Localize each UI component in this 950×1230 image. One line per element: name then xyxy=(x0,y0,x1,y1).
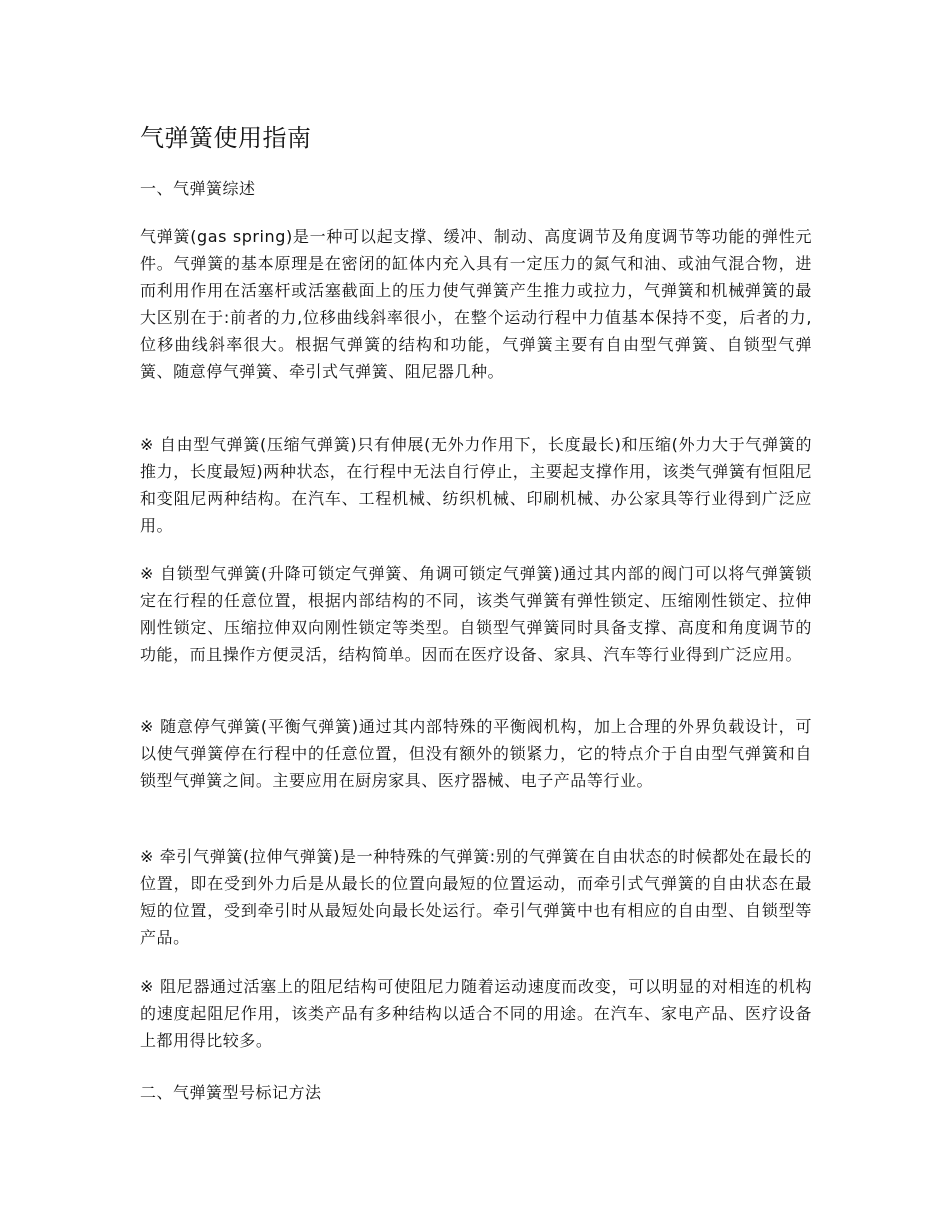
paragraph-self-locking: ※ 自锁型气弹簧(升降可锁定气弹簧、角调可锁定气弹簧)通过其内部的阀门可以将气弹簧锁定在行程的任意位置，根据内部结构的不同，该类气弹簧有弹性锁定、压缩刚性锁定、拉伸刚性锁定、压缩拉伸双向刚性锁定等类型。自锁型气弹簧同时具备支撑、高度和角度调节的功能，而且操作方便灵活，结构简单。因而在医疗设备、家具、汽车等行业得到广泛应用。 xyxy=(140,564,812,664)
paragraph-free-stop: ※ 随意停气弹簧(平衡气弹簧)通过其内部特殊的平衡阀机构，加上合理的外界负载设计，可以使气弹簧停在行程中的任意位置，但没有额外的锁紧力，它的特点介于自由型气弹簧和自锁型气弹簧之间。主要应用在厨房家具、医疗器械、电子产品等行业。 xyxy=(140,717,812,790)
paragraph-free-type: ※ 自由型气弹簧(压缩气弹簧)只有伸展(无外力作用下，长度最长)和压缩(外力大于气弹簧的推力，长度最短)两种状态，在行程中无法自行停止，主要起支撑作用，该类气弹簧有恒阻尼和变阻尼两种结构。在汽车、工程机械、纺织机械、印刷机械、办公家具等行业得到广泛应用。 xyxy=(140,435,812,535)
section-heading-overview: 一、气弹簧综述 xyxy=(140,179,256,198)
paragraph-damper: ※ 阻尼器通过活塞上的阻尼结构可使阻尼力随着运动速度而改变，可以明显的对相连的机构的速度起阻尼作用，该类产品有多种结构以适合不同的用途。在汽车、家电产品、医疗设备上都用得比较多。 xyxy=(140,977,812,1050)
document-title: 气弹簧使用指南 xyxy=(140,124,312,152)
paragraph-overview: 气弹簧(gas spring)是一种可以起支撑、缓冲、制动、高度调节及角度调节等功能的弹性元件。气弹簧的基本原理是在密闭的缸体内充入具有一定压力的氮气和油、或油气混合物，进而利用作用在活塞杆或活塞截面上的压力使气弹簧产生推力或拉力，气弹簧和机械弹簧的最大区别在于:前者的力,位移曲线斜率很小，在整个运动行程中力值基本保持不变，后者的力,位移曲线斜率很大。根据气弹簧的结构和功能，气弹簧主要有自由型气弹簧、自锁型气弹簧、随意停气弹簧、牵引式气弹簧、阻尼器几种。 xyxy=(140,227,812,381)
section-heading-model-marking: 二、气弹簧型号标记方法 xyxy=(140,1083,322,1102)
paragraph-traction: ※ 牵引气弹簧(拉伸气弹簧)是一种特殊的气弹簧:别的气弹簧在自由状态的时候都处在最长的位置，即在受到外力后是从最长的位置向最短的位置运动，而牵引式气弹簧的自由状态在最短的位置，受到牵引时从最短处向最长处运行。牵引气弹簧中也有相应的自由型、自锁型等产品。 xyxy=(140,847,812,947)
